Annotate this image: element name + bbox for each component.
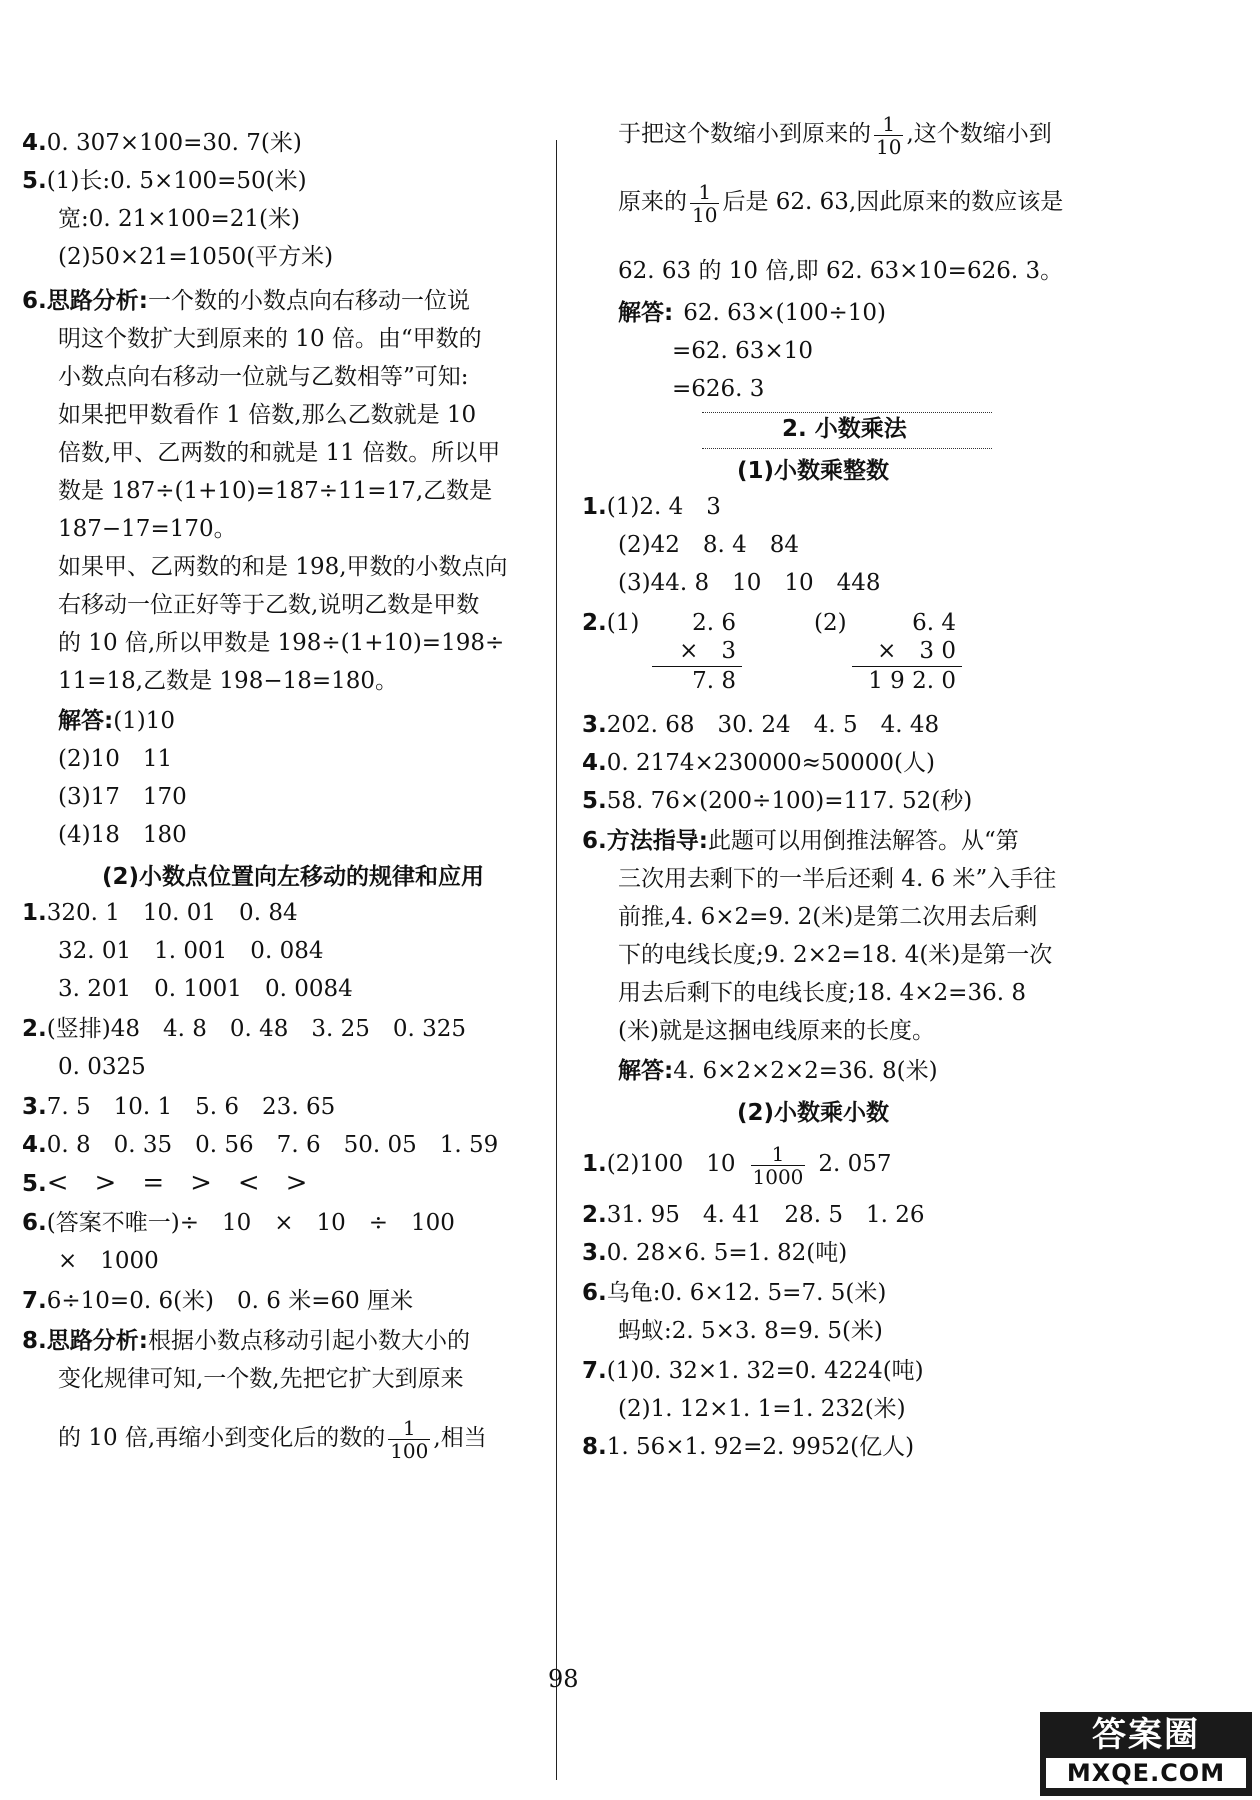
r-q6-answer: 解答:4. 6×2×2×2=36. 8(米) bbox=[618, 1058, 938, 1084]
fraction-1-10-b: $\frac{1}{10}$ bbox=[692, 179, 718, 227]
s2-q1-line1: 1.320. 1 10. 01 0. 84 bbox=[22, 900, 298, 926]
fraction-1-100: $\frac{1}{100}$ bbox=[390, 1415, 429, 1463]
r-q2-part2-label: (2) bbox=[814, 610, 847, 636]
r-q5: 5.58. 76×(200÷100)=117. 52(秒) bbox=[582, 788, 973, 814]
left-q6-answer-3: (3)17 170 bbox=[58, 784, 187, 810]
chapter-rule-top bbox=[702, 412, 992, 413]
left-q6-line11: 11=18,乙数是 198−18=180。 bbox=[58, 668, 399, 694]
r-q4: 4.0. 2174×230000≈50000(人) bbox=[582, 750, 935, 776]
right-cont-answer-1: 解答: 62. 63×(100÷10) bbox=[618, 300, 887, 326]
s2-q6-line2: × 1000 bbox=[58, 1248, 159, 1274]
r-q6-line3: 前推,4. 6×2=9. 2(米)是第二次用去后剩 bbox=[618, 904, 1038, 930]
right-cont-line1: 于把这个数缩小到原来的 $\frac{1}{10}$ ,这个数缩小到 bbox=[618, 111, 1052, 159]
r-q6-line6: (米)就是这捆电线原来的长度。 bbox=[618, 1018, 935, 1044]
left-q6-answer-2: (2)10 11 bbox=[58, 746, 173, 772]
left-q6-line4: 如果把甲数看作 1 倍数,那么乙数就是 10 bbox=[58, 402, 477, 428]
fraction-1-10-a: $\frac{1}{10}$ bbox=[876, 111, 902, 159]
r-q3: 3.202. 68 30. 24 4. 5 4. 48 bbox=[582, 712, 940, 738]
r2-q7-line1: 7.(1)0. 32×1. 32=0. 4224(吨) bbox=[582, 1358, 924, 1384]
fraction-1-1000: $\frac{1}{1000}$ bbox=[752, 1141, 804, 1189]
s2-q5: 5.< > = > < > bbox=[22, 1168, 308, 1198]
r-q2-label: 2.(1) bbox=[582, 610, 640, 636]
left-q6-answer-1: 解答:(1)10 bbox=[58, 708, 176, 734]
chapter-title: 2. 小数乘法 bbox=[782, 416, 907, 442]
s2-q2-line1: 2.(竖排)48 4. 8 0. 48 3. 25 0. 325 bbox=[22, 1016, 467, 1042]
left-q5-line3: (2)50×21=1050(平方米) bbox=[58, 244, 334, 270]
s2-q7: 7.6÷10=0. 6(米) 0. 6 米=60 厘米 bbox=[22, 1288, 414, 1314]
left-q6-line7: 187−17=170。 bbox=[58, 516, 237, 542]
left-q4: 4.0. 307×100=30. 7(米) bbox=[22, 130, 302, 156]
r-q1-line2: (2)42 8. 4 84 bbox=[618, 532, 800, 558]
s2-q2-line2: 0. 0325 bbox=[58, 1054, 146, 1080]
r-q6-line5: 用去后剩下的电线长度;18. 4×2=36. 8 bbox=[618, 980, 1026, 1006]
page-number: 98 bbox=[548, 1665, 579, 1693]
left-q5-line2: 宽:0. 21×100=21(米) bbox=[58, 206, 300, 232]
left-q6-line3: 小数点向右移动一位就与乙数相等”可知: bbox=[58, 364, 469, 390]
r2-q3: 3.0. 28×6. 5=1. 82(吨) bbox=[582, 1240, 848, 1266]
r2-q7-line2: (2)1. 12×1. 1=1. 232(米) bbox=[618, 1396, 906, 1422]
right-cont-line2: 原来的 $\frac{1}{10}$ 后是 62. 63,因此原来的数应该是 bbox=[618, 179, 1064, 227]
s2-q1-line2: 32. 01 1. 001 0. 084 bbox=[58, 938, 324, 964]
subsection-title-1: (1)小数乘整数 bbox=[737, 458, 890, 484]
r2-q8: 8.1. 56×1. 92=2. 9952(亿人) bbox=[582, 1434, 915, 1460]
section-title-decimal-left: (2)小数点位置向左移动的规律和应用 bbox=[102, 864, 485, 890]
r2-q1: 1.(2)100 10 $\frac{1}{1000}$ 2. 057 bbox=[582, 1141, 892, 1189]
r-q1-line1: 1.(1)2. 4 3 bbox=[582, 494, 721, 520]
r2-q2: 2.31. 95 4. 41 28. 5 1. 26 bbox=[582, 1202, 925, 1228]
watermark-logo: 答案圈 MXQE.COM bbox=[1040, 1712, 1252, 1796]
right-cont-answer-2: =62. 63×10 bbox=[672, 338, 813, 364]
vertical-multiplication-2: 6. 4 × 3 0 1 9 2. 0 bbox=[852, 608, 962, 704]
left-q6-answer-4: (4)18 180 bbox=[58, 822, 187, 848]
s2-q3: 3.7. 5 10. 1 5. 6 23. 65 bbox=[22, 1094, 336, 1120]
left-q6-line10: 的 10 倍,所以甲数是 198÷(1+10)=198÷ bbox=[58, 630, 505, 656]
s2-q6-line1: 6.(答案不唯一)÷ 10 × 10 ÷ 100 bbox=[22, 1210, 455, 1236]
left-q5-line1: 5.(1)长:0. 5×100=50(米) bbox=[22, 168, 307, 194]
s2-q8-line3: 的 10 倍,再缩小到变化后的数的 $\frac{1}{100}$ ,相当 bbox=[58, 1415, 487, 1463]
s2-q1-line3: 3. 201 0. 1001 0. 0084 bbox=[58, 976, 353, 1002]
left-q6-line5: 倍数,甲、乙两数的和就是 11 倍数。所以甲 bbox=[58, 440, 501, 466]
vertical-multiplication-1: 2. 6 × 3 7. 8 bbox=[652, 608, 742, 704]
right-cont-line3: 62. 63 的 10 倍,即 62. 63×10=626. 3。 bbox=[618, 258, 1064, 284]
s2-q4: 4.0. 8 0. 35 0. 56 7. 6 50. 05 1. 59 bbox=[22, 1132, 499, 1158]
s2-q8-line2: 变化规律可知,一个数,先把它扩大到原来 bbox=[58, 1366, 464, 1392]
left-q6-line6: 数是 187÷(1+10)=187÷11=17,乙数是 bbox=[58, 478, 493, 504]
left-q6-line2: 明这个数扩大到原来的 10 倍。由“甲数的 bbox=[58, 326, 482, 352]
subsection-title-2: (2)小数乘小数 bbox=[737, 1100, 890, 1126]
r2-q6-line2: 蚂蚁:2. 5×3. 8=9. 5(米) bbox=[618, 1318, 883, 1344]
r-q1-line3: (3)44. 8 10 10 448 bbox=[618, 570, 881, 596]
r-q6-line4: 下的电线长度;9. 2×2=18. 4(米)是第一次 bbox=[618, 942, 1053, 968]
chapter-rule-bottom bbox=[702, 448, 992, 449]
left-q6-line1: 6.思路分析:一个数的小数点向右移动一位说 bbox=[22, 288, 470, 314]
left-q6-line9: 右移动一位正好等于乙数,说明乙数是甲数 bbox=[58, 592, 480, 618]
column-divider bbox=[556, 140, 557, 1780]
s2-q8-line1: 8.思路分析:根据小数点移动引起小数大小的 bbox=[22, 1328, 470, 1354]
left-q6-line8: 如果甲、乙两数的和是 198,甲数的小数点向 bbox=[58, 554, 508, 580]
r-q6-line2: 三次用去剩下的一半后还剩 4. 6 米”入手往 bbox=[618, 866, 1057, 892]
r-q6-line1: 6.方法指导:此题可以用倒推法解答。从“第 bbox=[582, 828, 1019, 854]
right-cont-answer-3: =626. 3 bbox=[672, 376, 765, 402]
r2-q6-line1: 6.乌龟:0. 6×12. 5=7. 5(米) bbox=[582, 1280, 887, 1306]
